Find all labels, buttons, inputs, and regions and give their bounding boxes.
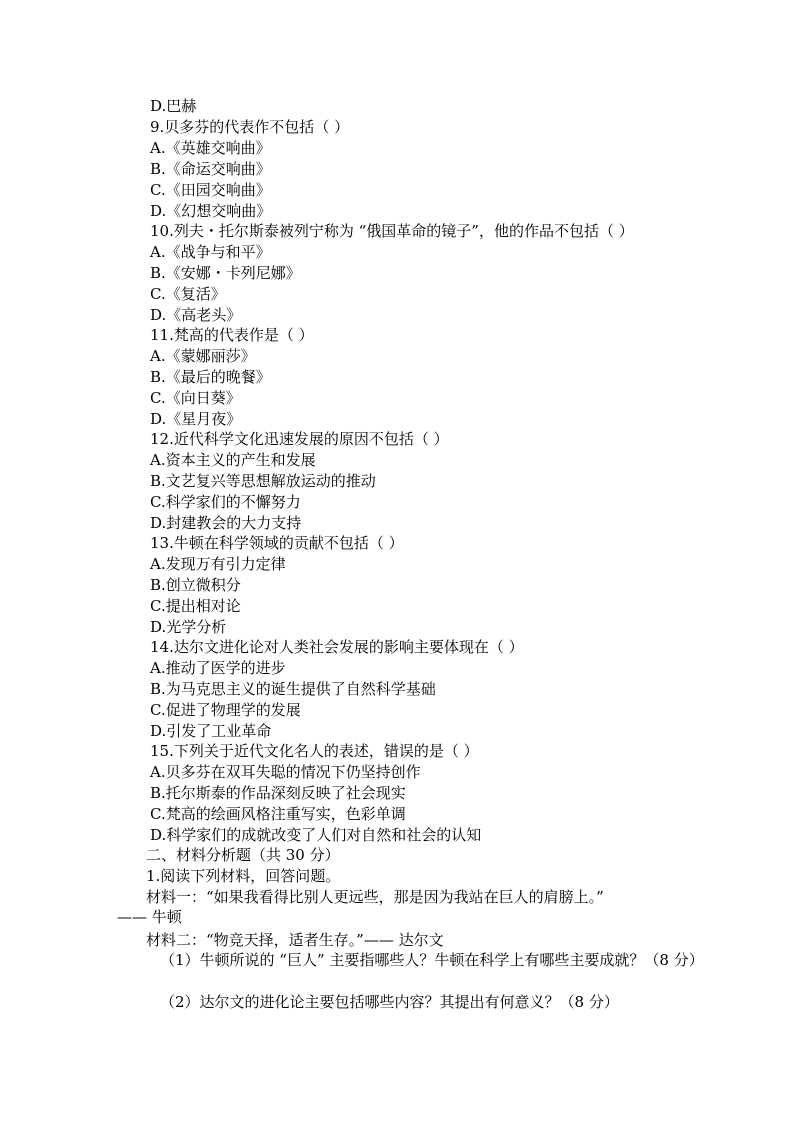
option-11-d: D.《星月夜》	[150, 410, 242, 428]
material-2: 材料二：“物竞天择，适者生存。”—— 达尔文	[146, 931, 444, 949]
option-8-d: D.巴赫	[150, 97, 197, 115]
question-12: 12.近代科学文化迅速发展的原因不包括（ ）	[150, 430, 449, 448]
option-13-c: C.提出相对论	[150, 597, 241, 615]
option-14-a: A.推动了医学的进步	[150, 659, 286, 677]
material-1: 材料一：“如果我看得比别人更远些，那是因为我站在巨人的肩膀上。”	[146, 888, 604, 906]
option-15-a: A.贝多芬在双耳失聪的情况下仍坚持创作	[150, 763, 421, 781]
option-14-c: C.促进了物理学的发展	[150, 701, 301, 719]
option-9-a: A.《英雄交响曲》	[150, 139, 271, 157]
option-15-d: D.科学家们的成就改变了人们对自然和社会的认知	[150, 826, 482, 844]
option-11-a: A.《蒙娜丽莎》	[150, 347, 256, 365]
option-9-b: B.《命运交响曲》	[150, 160, 271, 178]
option-12-c: C.科学家们的不懈努力	[150, 493, 301, 511]
option-10-a: A.《战争与和平》	[150, 243, 271, 261]
option-13-a: A.发现万有引力定律	[150, 555, 286, 573]
option-12-b: B.文艺复兴等思想解放运动的推动	[150, 472, 376, 490]
question-11: 11.梵高的代表作是（ ）	[150, 326, 314, 344]
question-s2-1: 1.阅读下列材料，回答问题。	[146, 867, 341, 885]
option-14-d: D.引发了工业革命	[150, 722, 272, 740]
question-14: 14.达尔文进化论对人类社会发展的影响主要体现在（ ）	[150, 638, 524, 656]
option-11-b: B.《最后的晚餐》	[150, 368, 271, 386]
option-12-d: D.封建教会的大力支持	[150, 514, 302, 532]
option-10-c: C.《复活》	[150, 285, 226, 303]
material-1-source: —— 牛顿	[117, 908, 182, 926]
option-14-b: B.为马克思主义的诞生提供了自然科学基础	[150, 680, 436, 698]
option-13-d: D.光学分析	[150, 618, 227, 636]
question-9: 9.贝多芬的代表作不包括（ ）	[150, 118, 350, 136]
option-9-d: D.《幻想交响曲》	[150, 202, 272, 220]
sub-question-1: （1）牛顿所说的 “巨人” 主要指哪些人？牛顿在科学上有哪些主要成就？（8 分）	[160, 951, 704, 969]
section-2-heading: 二、材料分析题（共 30 分）	[146, 846, 340, 864]
option-10-d: D.《高老头》	[150, 306, 242, 324]
question-10: 10.列夫・托尔斯泰被列宁称为 “俄国革命的镜子”，他的作品不包括（ ）	[150, 222, 634, 240]
sub-question-2: （2）达尔文的进化论主要包括哪些内容？其提出有何意义？（8 分）	[160, 993, 619, 1011]
option-9-c: C.《田园交响曲》	[150, 181, 271, 199]
question-15: 15.下列关于近代文化名人的表述，错误的是（ ）	[150, 742, 479, 760]
option-15-c: C.梵高的绘画风格注重写实，色彩单调	[150, 805, 406, 823]
question-13: 13.牛顿在科学领域的贡献不包括（ ）	[150, 534, 404, 552]
option-15-b: B.托尔斯泰的作品深刻反映了社会现实	[150, 784, 406, 802]
option-11-c: C.《向日葵》	[150, 389, 241, 407]
option-12-a: A.资本主义的产生和发展	[150, 451, 316, 469]
option-10-b: B.《安娜・卡列尼娜》	[150, 264, 301, 282]
option-13-b: B.创立微积分	[150, 576, 241, 594]
